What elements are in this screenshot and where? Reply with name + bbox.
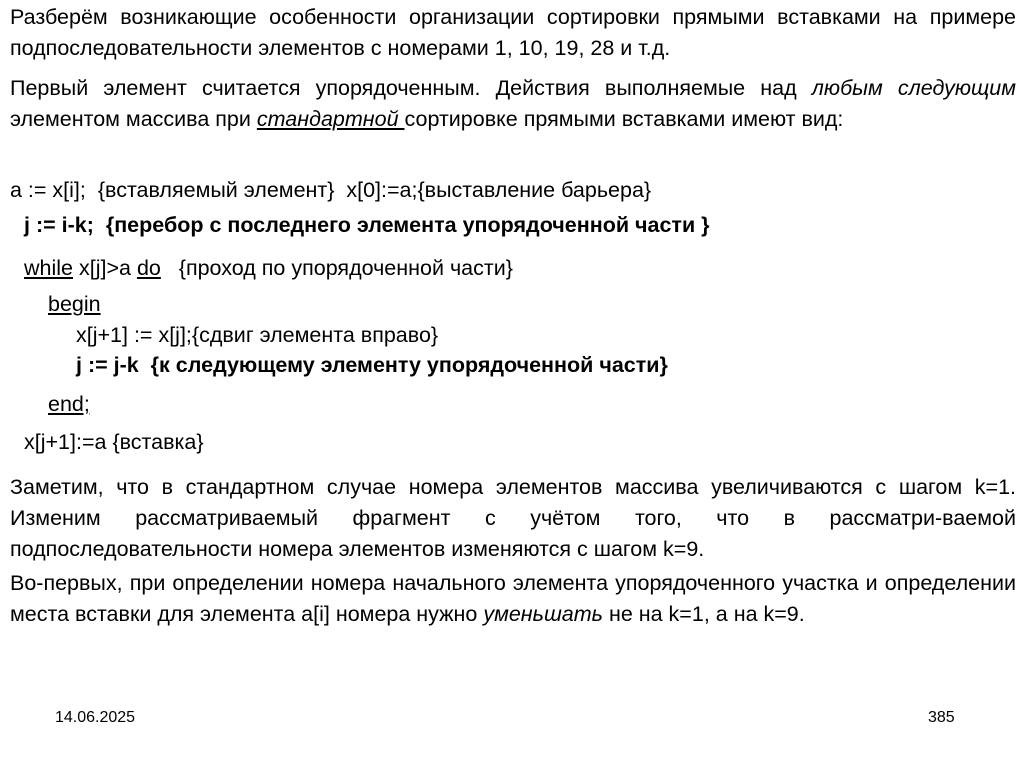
intro-paragraph: Разберём возникающие особенности организации сортировки прямыми вставками на примере подпоследовательности элементов с номерами 1, 10, 19, 28 и т.д. xyxy=(10,5,1016,60)
any-next-emphasis: любым следующим xyxy=(811,76,1016,100)
begin-keyword: begin xyxy=(48,292,101,316)
do-keyword: do xyxy=(136,256,161,280)
reduce-emphasis: уменьшать xyxy=(483,602,603,626)
p4-text-b: не на k=1, а на k=9. xyxy=(602,602,805,626)
code-line-1: a := x[i]; {вставляемый элемент} x[0]:=a;{выставление барьера} xyxy=(10,178,652,202)
end-keyword: end; xyxy=(48,392,90,416)
page-number: 385 xyxy=(928,709,955,726)
while-condition: x[j]>a xyxy=(73,256,137,280)
step-note-paragraph: Заметим, что в стандартном случае номера элементов массива увеличиваются с шагом k=1. Изменим рассматриваемый фрагмент с учётом того, что в рассматри-ваемой подпоследовательности номера элементов изменяются с шагом k=9. xyxy=(10,475,1016,561)
footer-date: 14.06.2025 xyxy=(55,709,136,726)
action-description-paragraph xyxy=(10,73,1016,135)
standard-emphasis: стандартной xyxy=(256,107,405,131)
p2-text-c: сортировке прямыми вставками имеют вид: xyxy=(404,107,844,131)
code-line-6: j := j-k {к следующему элементу упорядоченной части} xyxy=(76,353,668,377)
code-line-2: j := i-k; {перебор с последнего элемента упорядоченной части } xyxy=(24,213,710,237)
first-point-paragraph xyxy=(10,568,1016,630)
code-line-8: x[j+1]:=a {вставка} xyxy=(24,430,204,454)
code-line-5: x[j+1] := x[j];{сдвиг элемента вправо} xyxy=(76,323,439,347)
while-comment: {проход по упорядоченной части} xyxy=(160,256,513,280)
while-keyword: while xyxy=(24,256,73,280)
code-line-3 xyxy=(24,253,513,284)
p4-text-a: Во-первых, при определении номера начального элемента упорядоченного участка и определении места вставки для элемента a[i] номера нужно xyxy=(10,571,1016,626)
p2-text-b: элементом массива при xyxy=(10,107,257,131)
p2-text-a: Первый элемент считается упорядоченным. Действия выполняемые над xyxy=(10,76,812,100)
